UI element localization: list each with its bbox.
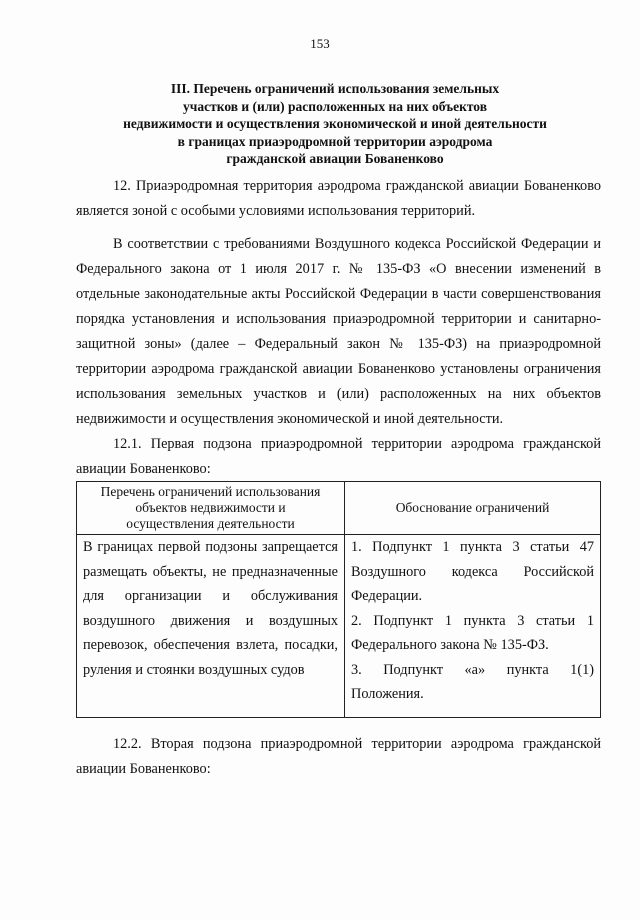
text-line: недвижимости и осуществления экономической и иной деятельности. [76, 411, 504, 427]
header-line: объектов недвижимости и [135, 500, 286, 515]
section-title-line: гражданской авиации Бованенково [226, 151, 444, 166]
text-line: авиации Бованенково: [76, 461, 211, 477]
page-number: 153 [310, 36, 330, 51]
text-line: использования земельных участков и (или) расположенных на них объектов [76, 386, 601, 402]
text-line: В соответствии с требованиями Воздушного кодекса Российской Федерации и [113, 236, 601, 252]
cell-line: Федерации. [351, 588, 423, 604]
cell-line: Положения. [351, 686, 424, 702]
cell-line: воздушного движения и воздушных [83, 612, 338, 629]
section-title-line: в границах приаэродромной территории аэродрома [177, 133, 493, 149]
text-line: авиации Бованенково: [76, 761, 211, 777]
section-title-line: участков и (или) расположенных на них объектов [182, 98, 488, 114]
section-title [70, 80, 600, 168]
section-title-line: недвижимости и осуществления экономической и иной деятельности [123, 116, 547, 131]
paragraph-12 [76, 174, 601, 224]
table-row [77, 535, 601, 718]
cell-line: 3. Подпункт «а» пункта 1(1) [351, 661, 594, 678]
cell-line: для организации и обслуживания [83, 588, 338, 604]
cell-line: Федерального закона № 135-ФЗ. [351, 637, 549, 653]
table-header-row [77, 482, 601, 535]
header-line: Обоснование ограничений [395, 500, 550, 515]
text-line: территории аэродрома гражданской авиации Бованенково установлены ограничения [76, 361, 601, 377]
header-line: осуществления деятельности [126, 516, 295, 531]
cell-line: В границах первой подзоны запрещается [83, 539, 338, 555]
cell-restriction [77, 535, 345, 718]
cell-line: 2. Подпункт 1 пункта 3 статьи 1 [351, 612, 594, 629]
text-line: 12.2. Вторая подзона приаэродромной территории аэродрома гражданской [113, 736, 601, 752]
paragraph-12-2 [76, 732, 601, 782]
cell-line: Воздушного кодекса Российской [351, 563, 594, 580]
text-line: Федерального закона от 1 июля 2017 г. № 135-ФЗ «О внесении изменений в [76, 261, 601, 277]
text-line: 12. Приаэродромная территория аэродрома гражданской авиации Бованенково [113, 178, 601, 194]
header-line: Перечень ограничений использования [100, 484, 321, 499]
cell-line: размещать объекты, не предназначенные [83, 563, 338, 580]
text-line: 12.1. Первая подзона приаэродромной территории аэродрома гражданской [113, 436, 601, 452]
cell-line: 1. Подпункт 1 пункта 3 статьи 47 [351, 539, 594, 555]
paragraph-legal-basis [76, 232, 601, 432]
paragraph-12-1 [76, 432, 601, 482]
text-line: является зоной с особыми условиями использования территорий. [76, 203, 476, 219]
section-title-line: III. Перечень ограничений использования земельных [170, 81, 500, 96]
cell-line: руления и стоянки воздушных судов [83, 661, 305, 678]
header-restrictions-list [77, 482, 345, 535]
header-basis [345, 482, 601, 535]
cell-basis [345, 535, 601, 718]
text-line: порядка установления и использования приаэродромной территории и санитарно- [76, 311, 601, 327]
text-line: отдельные законодательные акты Российской Федерации в части совершенствования [76, 286, 601, 302]
cell-line: перевозок, обеспечения взлета, посадки, [83, 637, 338, 653]
restrictions-table [76, 481, 601, 718]
text-line: защитной зоны» (далее – Федеральный закон № 135-ФЗ) на приаэродромной [76, 336, 601, 352]
